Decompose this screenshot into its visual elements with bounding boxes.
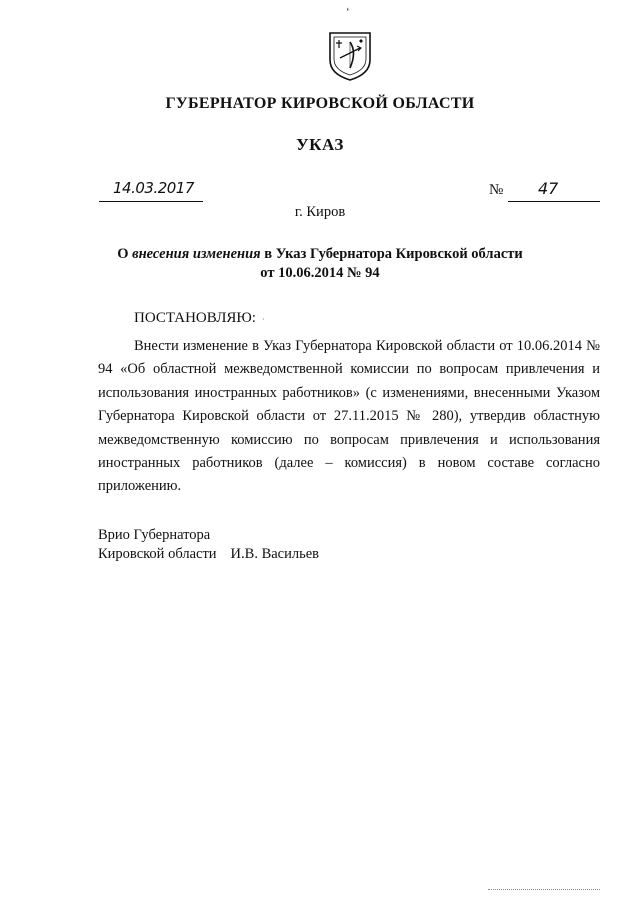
issue-city: г. Киров	[294, 204, 346, 220]
number-label: №	[489, 182, 504, 198]
kirov-coat-of-arms-icon	[326, 30, 374, 82]
signatory-title-line-1: Врио Губернатора	[98, 527, 211, 543]
date-field	[99, 181, 203, 202]
scan-footer-mark	[488, 889, 600, 890]
subject-italic-fragment: внесения изменения	[132, 246, 261, 262]
document-type-title: УКАЗ	[296, 135, 344, 154]
decree-subject	[0, 245, 640, 283]
signature-block	[98, 526, 319, 563]
number-field	[508, 179, 600, 202]
decree-word: ПОСТАНОВЛЯЮ:	[134, 310, 256, 326]
scan-dot: ·	[262, 315, 265, 324]
issuing-authority: ГУБЕРНАТОР КИРОВСКОЙ ОБЛАСТИ	[165, 95, 475, 112]
signatory-name: И.В. Васильев	[230, 545, 319, 562]
handwritten-date: 14.03.2017	[113, 179, 194, 197]
subject-line-1: О внесения изменения в Указ Губернатора Кировской области	[117, 246, 523, 262]
handwritten-number: 47	[538, 179, 559, 198]
scan-tick-mark: ‘	[346, 6, 350, 18]
decree-paragraph: Внести изменение в Указ Губернатора Кировской области от 10.06.2014 № 94 «Об областной межведомственной комиссии по вопросам привлечения и использования иностранных работников» (с изменениями, внесенными Указом Губернатора Кировской области от 27.11.2015 № 280), утвердив областную межведомственную комиссию по вопросам привлечения и использования иностранных работников (далее – комиссия) в новом составе согласно приложению.	[98, 338, 600, 495]
signatory-title-line-2: Кировской области И.В. Васильев	[98, 545, 319, 562]
subject-line-2: от 10.06.2014 № 94	[260, 265, 380, 281]
